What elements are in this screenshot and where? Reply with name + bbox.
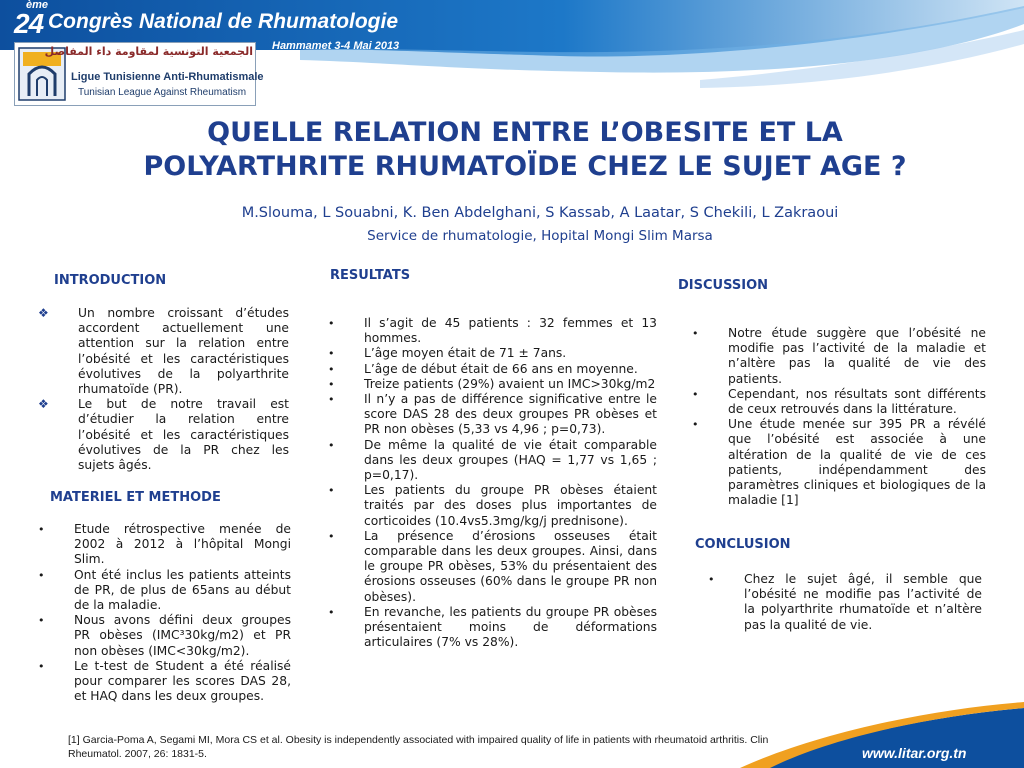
discussion-item-text: Notre étude suggère que l’obésité ne modifie pas l’activité de la maladie et n’altère pas la qualité de vie des patients. (728, 326, 986, 386)
methode-item-text: Nous avons défini deux groupes PR obèses (IMC³30kg/m2) et PR non obèses (IMC<30kg/m2). (74, 613, 291, 658)
resultats-item-text: L’âge de début était de 66 ans en moyenne. (364, 361, 638, 376)
conclusion-item-text: Chez le sujet âgé, il semble que l’obésité ne modifie pas l’activité de la polyarthrite rhumatoïde et n’altère pas la qualité de vie. (744, 572, 982, 632)
discussion-item-text: Cependant, nos résultats sont différents de ceux retrouvés dans la littérature. (728, 386, 986, 417)
introduction-item-text: Le but de notre travail est d’étudier la relation entre l’obésité et les caractéristiques évolutives de la PR chez les sujets âgés. (78, 397, 289, 473)
bullet-icon: • (38, 568, 45, 582)
resultats-item-text: Il n’y a pas de différence significative entre le score DAS 28 des deux groupes PR obèses et PR non obèses (5,33 vs 4,96 ; p=0,73). (364, 392, 657, 437)
discussion-item (684, 387, 986, 417)
resultats-item-text: Les patients du groupe PR obèses étaient traités par des doses plus importantes de corticoides (10.4vs5.3mg/kg/j prednisone). (364, 483, 657, 528)
methode-item-text: Le t-test de Student a été réalisé pour comparer les scores DAS 28, et HAQ dans les deux groupes. (74, 658, 291, 704)
conclusion-list (700, 572, 982, 633)
resultats-item-text: En revanche, les patients du groupe PR obèses présentaient moins de déformations articulaires (7% vs 28%). (364, 604, 657, 650)
resultats-item-text: L’âge moyen était de 71 ± 7ans. (364, 346, 567, 361)
bullet-icon: • (38, 659, 45, 673)
bullet-icon: • (38, 614, 45, 628)
resultats-item (320, 392, 657, 438)
resultats-list (320, 316, 657, 650)
resultats-item (320, 605, 657, 651)
bullet-icon: • (328, 438, 335, 452)
bullet-icon: • (692, 418, 699, 432)
resultats-item (320, 362, 657, 377)
resultats-item (320, 529, 657, 605)
ligue-arabic-name: الجمعية التونسية لمقاومة داء المفاصل (44, 45, 253, 58)
resultats-item-text: De même la qualité de vie était comparable dans les deux groupes (HAQ = 1,77 vs 1,65 ; p=0,17). (364, 437, 657, 483)
methode-item-text: Etude rétrospective menée de 2002 à 2012 à l’hôpital Mongi Slim. (74, 522, 291, 567)
resultats-item (320, 483, 657, 529)
bullet-icon: • (692, 327, 699, 340)
discussion-heading: DISCUSSION (678, 278, 768, 293)
congress-number: 24 (14, 8, 44, 39)
methode-heading: MATERIEL ET METHODE (50, 490, 221, 505)
affiliation: Service de rhumatologie, Hopital Mongi Slim Marsa (367, 228, 713, 244)
introduction-list (34, 306, 289, 473)
poster-title-line-1: QUELLE RELATION ENTRE L’OBESITE ET LA (207, 117, 843, 148)
bullet-icon: • (328, 605, 335, 619)
bullet-icon: • (692, 387, 699, 401)
methode-list (30, 522, 291, 704)
bullet-icon: • (328, 362, 335, 376)
congress-title: Congrès National de Rhumatologie (48, 10, 399, 33)
poster-title (40, 116, 1010, 184)
methode-item (30, 522, 291, 568)
discussion-item-text: Une étude menée sur 395 PR a révélé que l’obésité est associée à une altération de la qualité de vie de ces patients, indépendamment des paramètres cliniques et biologiques de la maladie [1] (728, 417, 986, 508)
introduction-item (34, 306, 289, 397)
bullet-icon: • (328, 317, 335, 330)
discussion-list (684, 326, 986, 508)
bullet-icon: • (708, 573, 715, 586)
conclusion-heading: CONCLUSION (695, 537, 791, 552)
methode-item-text: Ont été inclus les patients atteints de PR, de plus de 65ans au début de la maladie. (74, 567, 291, 613)
poster-title-line-2: POLYARTHRITE RHUMATOÏDE CHEZ LE SUJET AGE ? (143, 151, 907, 182)
methode-item (30, 613, 291, 659)
resultats-item (320, 316, 657, 346)
ligue-english-name: Tunisian League Against Rheumatism (77, 87, 247, 98)
reference: [1] Garcia-Poma A, Segami MI, Mora CS et al. Obesity is independently associated with impaired quality of life in patients with rheumatoid arthritis. Clin Rheumatol. 2007, 26: 1831-5. (68, 734, 769, 760)
resultats-item (320, 377, 657, 392)
congress-superscript: ème (26, 0, 49, 11)
discussion-item (684, 417, 986, 508)
ligue-logo (14, 42, 264, 106)
bullet-icon: • (328, 377, 335, 391)
discussion-item (684, 326, 986, 387)
bullet-icon: • (328, 347, 335, 361)
resultats-item-text: Treize patients (29%) avaient un IMC>30kg/m2 (364, 376, 656, 391)
introduction-item-text: Un nombre croissant d’études accordent actuellement une attention sur la relation entre l’obésité et les caractéristiques évolutives de la polyarthrite rhumatoïde (PR). (78, 306, 289, 397)
congress-place: Hammamet 3-4 Mai 2013 (272, 40, 400, 52)
ligue-french-name: Ligue Tunisienne Anti-Rhumatismale (71, 71, 264, 83)
bullet-icon: • (328, 484, 335, 498)
resultats-heading: RESULTATS (330, 268, 411, 283)
resultats-item-text: Il s’agit de 45 patients : 32 femmes et 13 hommes. (364, 316, 657, 346)
introduction-item (34, 397, 289, 473)
resultats-item-text: La présence d’érosions osseuses était comparable dans les deux groupes. Ainsi, dans le groupe PR obèses, 53% du présentaient des érosions osseuses (60% dans le groupe PR non obèses). (364, 528, 657, 604)
bullet-icon: • (328, 529, 335, 543)
introduction-heading: INTRODUCTION (54, 273, 167, 288)
diamond-bullet-icon: ❖ (38, 306, 49, 320)
resultats-item (320, 346, 657, 361)
bullet-icon: • (328, 393, 335, 407)
conclusion-item (700, 572, 982, 633)
methode-item (30, 568, 291, 614)
bullet-icon: • (38, 523, 45, 536)
diamond-bullet-icon: ❖ (38, 397, 49, 412)
authors: M.Slouma, L Souabni, K. Ben Abdelghani, S Kassab, A Laatar, S Chekili, L Zakraoui (241, 205, 839, 221)
resultats-item (320, 438, 657, 484)
footer-url[interactable]: www.litar.org.tn (862, 745, 967, 761)
